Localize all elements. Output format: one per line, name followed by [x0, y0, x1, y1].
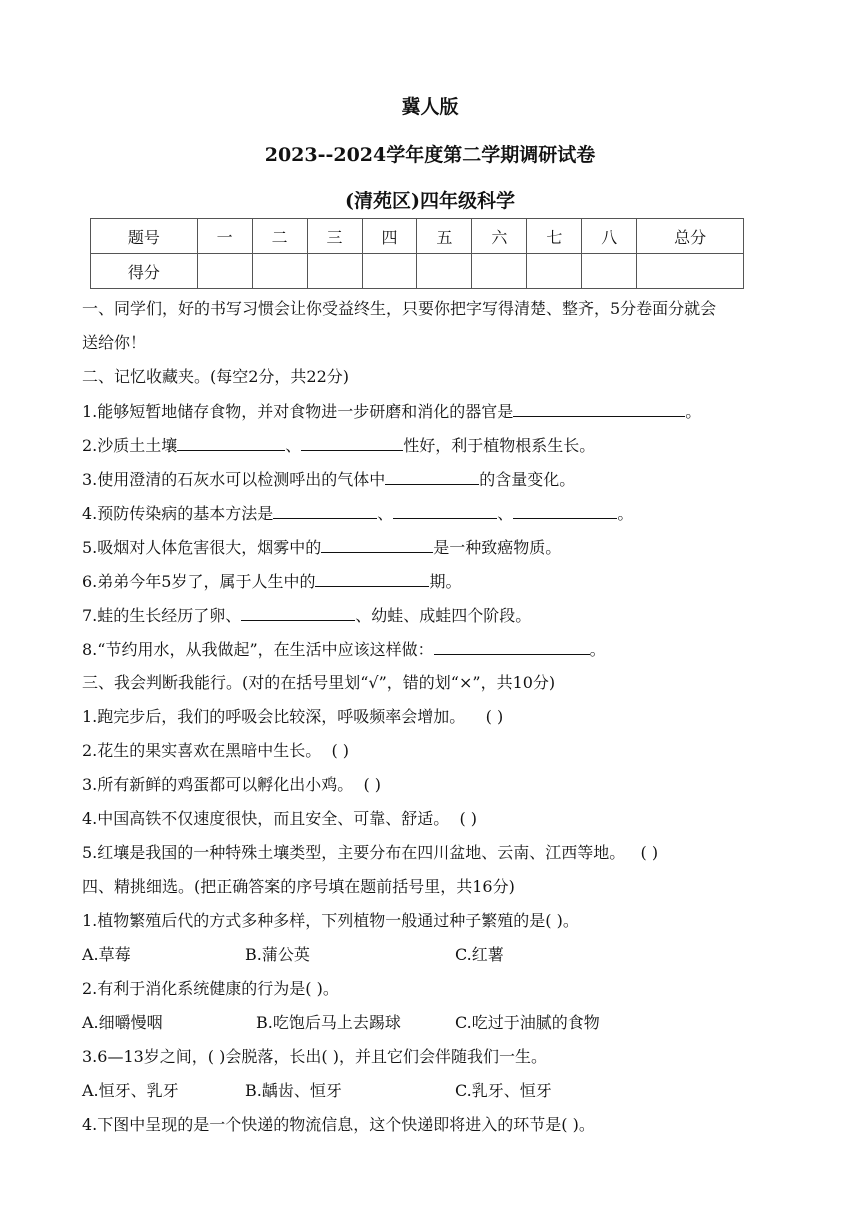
question-text: 4.中国高铁不仅速度很快，而且安全、可靠、舒适。	[82, 809, 450, 828]
answer-blank[interactable]	[513, 503, 617, 519]
score-cell: 七	[527, 219, 582, 254]
score-cell: 题号	[91, 219, 198, 254]
judge-question-5	[82, 843, 658, 863]
question-2-7	[82, 605, 531, 626]
option-b[interactable]: B.龋齿、恒牙	[245, 1081, 342, 1100]
answer-blank[interactable]	[177, 435, 285, 451]
score-entry-cell[interactable]	[252, 254, 307, 289]
question-text: 、	[285, 436, 302, 455]
score-cell: 五	[417, 219, 472, 254]
answer-parentheses[interactable]: ( )	[640, 843, 659, 862]
question-2-8	[82, 639, 606, 660]
question-text: 、	[377, 504, 394, 523]
score-row-label: 得分	[91, 254, 198, 289]
question-text: 的含量变化。	[479, 470, 576, 489]
publisher-title: 冀人版	[401, 96, 459, 118]
score-entry-cell[interactable]	[527, 254, 582, 289]
option-c[interactable]: C.吃过于油腻的食物	[455, 1013, 600, 1032]
answer-blank[interactable]	[434, 639, 590, 655]
question-text: 5.红壤是我国的一种特殊土壤类型，主要分布在四川盆地、云南、江西等地。	[82, 843, 626, 862]
answer-blank[interactable]	[241, 605, 355, 621]
section4-heading: 四、精挑细选。(把正确答案的序号填在题前括号里，共16分)	[82, 877, 515, 896]
choice-question-4-stem: 4.下图中呈现的是一个快递的物流信息，这个快递即将进入的环节是( )。	[82, 1115, 595, 1134]
answer-blank[interactable]	[301, 435, 403, 451]
score-entry-cell[interactable]	[472, 254, 527, 289]
score-cell: 二	[252, 219, 307, 254]
option-a[interactable]: A.草莓	[82, 945, 131, 964]
question-2-1	[82, 401, 701, 422]
option-c[interactable]: C.乳牙、恒牙	[455, 1081, 552, 1100]
answer-blank[interactable]	[321, 537, 433, 553]
score-entry-cell[interactable]	[362, 254, 417, 289]
question-2-3	[82, 469, 575, 490]
choice-question-2-stem: 2.有利于消化系统健康的行为是( )。	[82, 979, 339, 998]
exam-title: 2023--2024学年度第二学期调研试卷	[264, 144, 596, 166]
exam-subtitle: (清苑区)四年级科学	[345, 190, 515, 212]
option-a[interactable]: A.恒牙、乳牙	[82, 1081, 179, 1100]
option-b[interactable]: B.吃饱后马上去踢球	[256, 1013, 401, 1032]
question-2-5	[82, 537, 561, 558]
score-table-header-row	[91, 219, 744, 254]
question-text: 。	[617, 504, 634, 523]
judge-question-4	[82, 809, 477, 829]
answer-blank[interactable]	[385, 469, 479, 485]
judge-question-3	[82, 775, 381, 795]
score-cell: 四	[362, 219, 417, 254]
question-text: 、幼蛙、成蛙四个阶段。	[355, 606, 532, 625]
answer-blank[interactable]	[315, 571, 429, 587]
option-b[interactable]: B.蒲公英	[245, 945, 310, 964]
judge-question-1	[82, 707, 503, 727]
question-text: 2.沙质土土壤	[82, 436, 178, 455]
score-entry-cell[interactable]	[637, 254, 744, 289]
question-text: 6.弟弟今年5岁了，属于人生中的	[82, 572, 316, 591]
answer-parentheses[interactable]: ( )	[485, 707, 504, 726]
score-cell: 总分	[637, 219, 744, 254]
answer-parentheses[interactable]: ( )	[331, 741, 350, 760]
score-cell: 八	[582, 219, 637, 254]
score-entry-cell[interactable]	[307, 254, 362, 289]
judge-question-2	[82, 741, 349, 761]
question-text: 1.能够短暂地储存食物，并对食物进一步研磨和消化的器官是	[82, 402, 514, 421]
score-entry-cell[interactable]	[197, 254, 252, 289]
section2-heading: 二、记忆收藏夹。(每空2分，共22分)	[82, 367, 350, 386]
answer-blank[interactable]	[393, 503, 497, 519]
section1-text-line1: 一、同学们，好的书写习惯会让你受益终生，只要你把字写得清楚、整齐，5分卷面分就会	[82, 299, 717, 318]
question-text: 8.“节约用水，从我做起”，在生活中应该这样做：	[82, 640, 434, 659]
question-text: 3.所有新鲜的鸡蛋都可以孵化出小鸡。	[82, 775, 354, 794]
question-text: 3.使用澄清的石灰水可以检测呼出的气体中	[82, 470, 386, 489]
score-cell: 一	[197, 219, 252, 254]
score-table-score-row	[91, 254, 744, 289]
question-text: 是一种致癌物质。	[433, 538, 562, 557]
question-2-2	[82, 435, 595, 456]
question-text: 。	[589, 640, 606, 659]
answer-blank[interactable]	[273, 503, 377, 519]
score-entry-cell[interactable]	[417, 254, 472, 289]
question-text: 。	[685, 402, 702, 421]
option-a[interactable]: A.细嚼慢咽	[82, 1013, 163, 1032]
answer-parentheses[interactable]: ( )	[459, 809, 478, 828]
question-text: 7.蛙的生长经历了卵、	[82, 606, 242, 625]
answer-blank[interactable]	[513, 401, 685, 417]
score-cell: 三	[307, 219, 362, 254]
score-entry-cell[interactable]	[582, 254, 637, 289]
option-c[interactable]: C.红薯	[455, 945, 504, 964]
question-text: 性好，利于植物根系生长。	[403, 436, 596, 455]
question-2-4	[82, 503, 633, 524]
question-text: 2.花生的果实喜欢在黑暗中生长。	[82, 741, 322, 760]
section3-heading: 三、我会判断我能行。(对的在括号里划“√”，错的划“×”，共10分)	[82, 673, 556, 692]
question-text: 1.跑完步后，我们的呼吸会比较深，呼吸频率会增加。	[82, 707, 466, 726]
choice-question-1-stem: 1.植物繁殖后代的方式多种多样，下列植物一般通过种子繁殖的是( )。	[82, 911, 579, 930]
question-text: 期。	[429, 572, 462, 591]
question-text: 5.吸烟对人体危害很大，烟雾中的	[82, 538, 322, 557]
score-cell: 六	[472, 219, 527, 254]
question-text: 4.预防传染病的基本方法是	[82, 504, 274, 523]
answer-parentheses[interactable]: ( )	[363, 775, 382, 794]
question-2-6	[82, 571, 461, 592]
section1-text-line2: 送给你！	[82, 333, 147, 352]
score-table	[90, 218, 744, 289]
question-text: 、	[497, 504, 514, 523]
choice-question-3-stem: 3.6—13岁之间，( )会脱落，长出( )，并且它们会伴随我们一生。	[82, 1047, 547, 1066]
